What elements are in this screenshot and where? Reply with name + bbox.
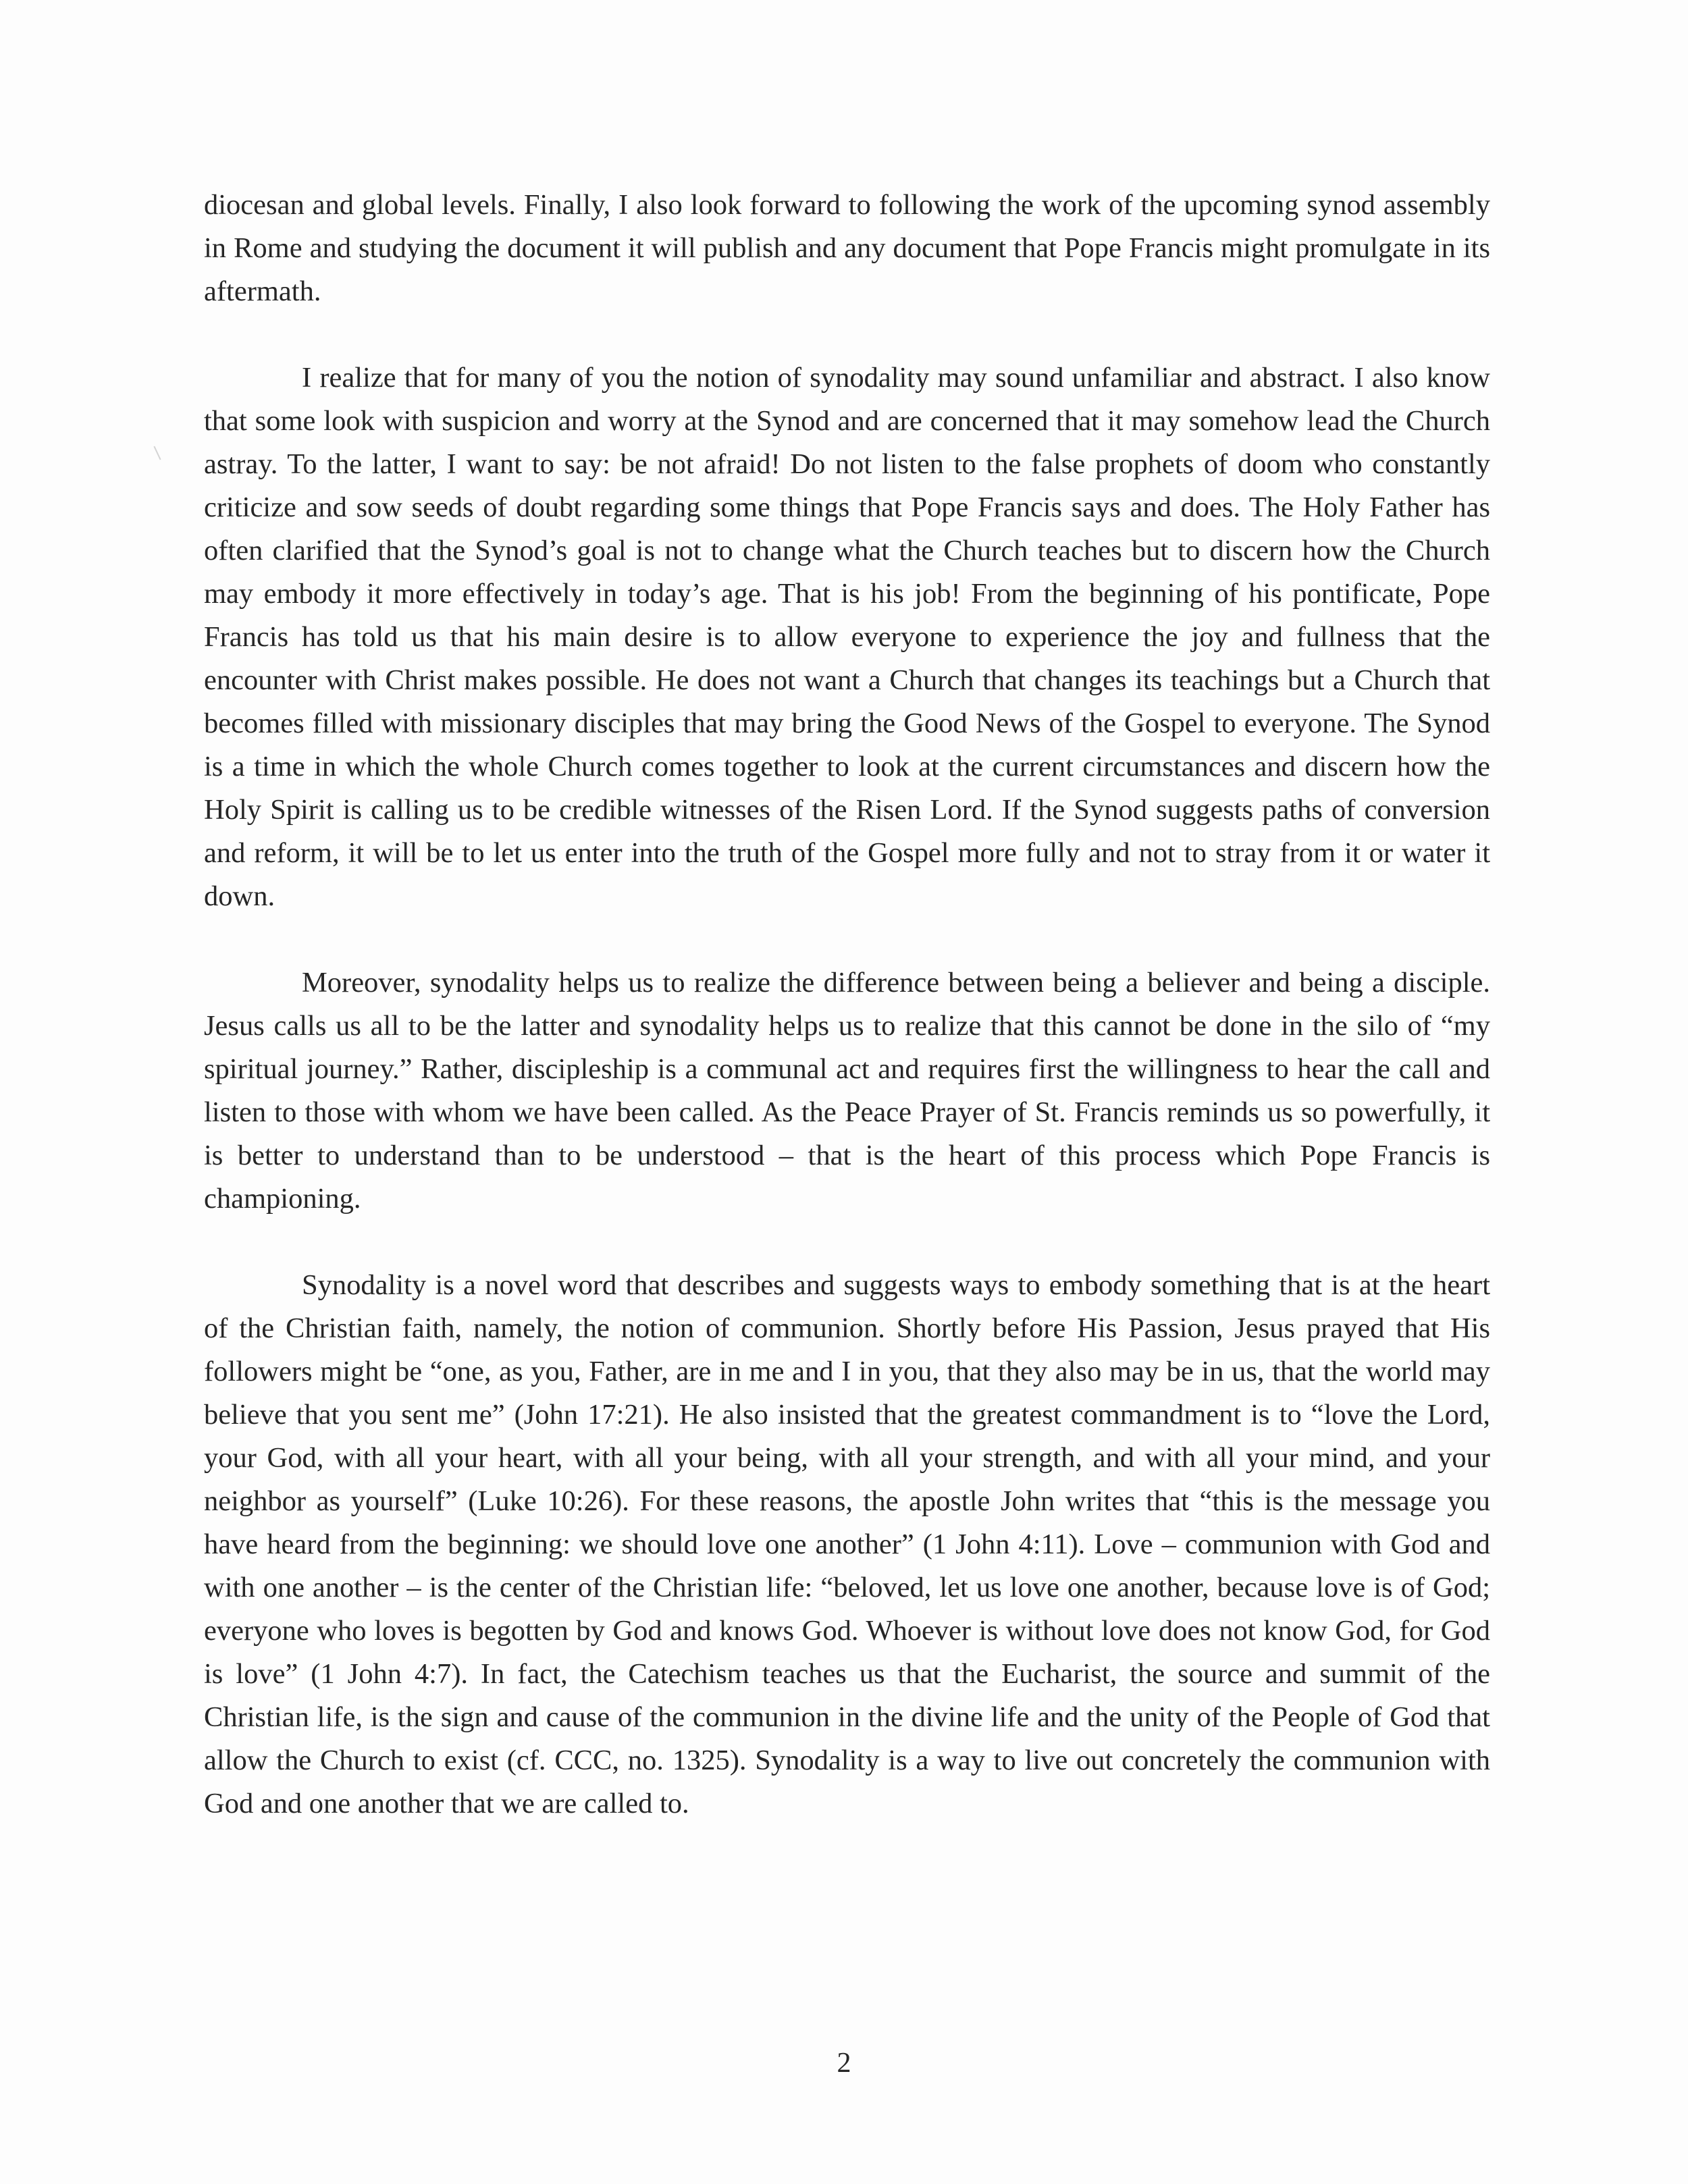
paragraph-communion: Synodality is a novel word that describes and suggests ways to embody something that is at the heart of the Christian faith, namely, the notion of communion. Shortly before His Passion, Jesus prayed that His followers might be “one, as you, Father, are in me and I in you, that they also may be in us, that the world may believe that you sent me” (John 17:21). He also insisted that the greatest commandment is to “love the Lord, your God, with all your heart, with all your being, with all your strength, and with all your mind, and your neighbor as yourself” (Luke 10:26). For these reasons, the apostle John writes that “this is the message you have heard from the beginning: we should love one another” (1 John 4:11). Love – communion with God and with one another – is the center of the Christian life: “beloved, let us love one another, because love is of God; everyone who loves is begotten by God and knows God. Whoever is without love does not know God, for God is love” (1 John 4:7). In fact, the Catechism teaches us that the Eucharist, the source and summit of the Christian life, is the sign and cause of the communion in the divine life and the unity of the People of God that allow the Church to exist (cf. CCC, no. 1325). Synodality is a way to live out concretely the communion with God and one another that we are called to.: [204, 1269, 1490, 1819]
body-text: [204, 184, 1490, 1826]
page-number: 2: [837, 2048, 851, 2079]
scan-mark: [153, 446, 161, 460]
paragraph-believer-disciple: Moreover, synodality helps us to realize the difference between being a believer and being a disciple. Jesus calls us all to be the latter and synodality helps us to realize that this cannot be done in the silo of “my spiritual journey.” Rather, discipleship is a communal act and requires first the willingness to hear the call and listen to those with whom we have been called. As the Peace Prayer of St. Francis reminds us so powerfully, it is better to understand than to be understood – that is the heart of this process which Pope Francis is championing.: [204, 967, 1490, 1215]
paragraph-synodality-unfamiliar: I realize that for many of you the notion of synodality may sound unfamiliar and abstract. I also know that some look with suspicion and worry at the Synod and are concerned that it may somehow lead the Church astray. To the latter, I want to say: be not afraid! Do not listen to the false prophets of doom who constantly criticize and sow seeds of doubt regarding some things that Pope Francis says and does. The Holy Father has often clarified that the Synod’s goal is not to change what the Church teaches but to discern how the Church may embody it more effectively in today’s age. That is his job! From the beginning of his pontificate, Pope Francis has told us that his main desire is to allow everyone to experience the joy and fullness that the encounter with Christ makes possible. He does not want a Church that changes its teachings but a Church that becomes filled with missionary disciples that may bring the Good News of the Gospel to everyone. The Synod is a time in which the whole Church comes together to look at the current circumstances and discern how the Holy Spirit is calling us to be credible witnesses of the Risen Lord. If the Synod suggests paths of conversion and reform, it will be to let us enter into the truth of the Gospel more fully and not to stray from it or water it down.: [204, 362, 1490, 912]
paragraph-continuation: diocesan and global levels. Finally, I also look forward to following the work of the upcoming synod assembly in Rome and studying the document it will publish and any document that Pope Francis might promulgate in its aftermath.: [204, 189, 1490, 307]
